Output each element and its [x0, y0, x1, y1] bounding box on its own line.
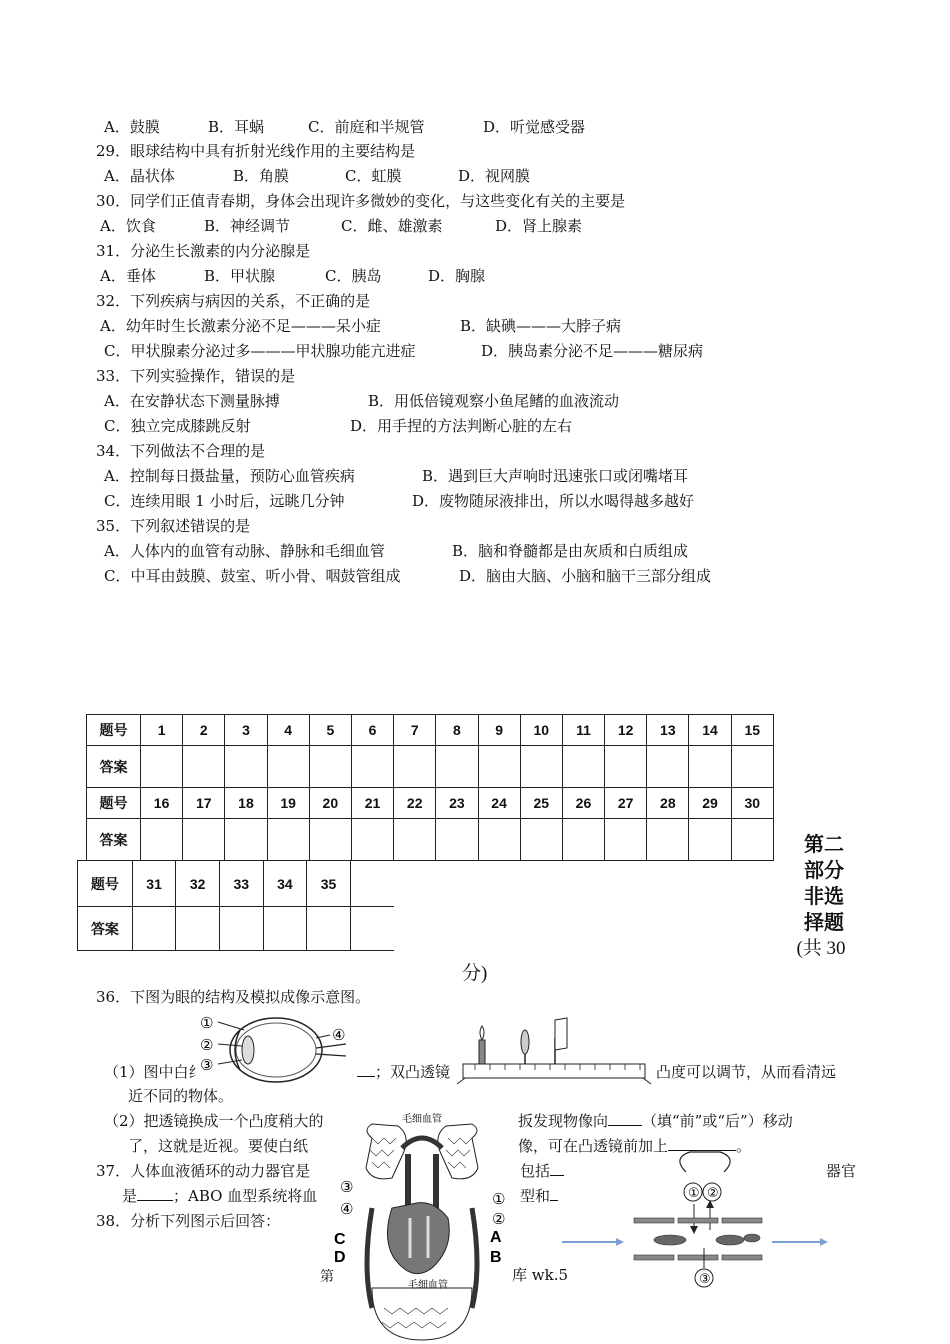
tissue-label-2: ②: [707, 1185, 719, 1200]
q28-option-d: D．听觉感受器: [483, 118, 586, 136]
answer-cell[interactable]: [309, 746, 351, 788]
q36-p1-d: 近不同的物体。: [128, 1087, 234, 1105]
question-number-cell: 2: [183, 715, 225, 746]
q35-option-b: B．脑和脊髓都是由灰质和白质组成: [452, 542, 689, 560]
part2-score-end: 分): [462, 963, 488, 984]
answer-table-row-answers-1: [87, 746, 774, 788]
q36-p1-c: 凸度可以调节，从而看清远: [656, 1063, 837, 1081]
answer-cell[interactable]: [647, 746, 689, 788]
q29-option-a: A．晶状体: [104, 167, 175, 185]
question-number-cell: 10: [520, 715, 562, 746]
white-screen: [555, 1018, 567, 1050]
blood-cells: [654, 1234, 760, 1245]
q35-option-c: C．中耳由鼓膜、鼓室、听小骨、咽鼓管组成: [104, 567, 401, 585]
question-number-cell: 7: [394, 715, 436, 746]
convex-lens: [521, 1030, 529, 1054]
q30-option-c: C．雌、雄激素: [341, 217, 443, 235]
answer-cell[interactable]: [267, 746, 309, 788]
capillary-wall-top: [634, 1218, 762, 1223]
answer-table-extra: [77, 860, 394, 951]
q28-option-a: A．鼓膜: [104, 118, 160, 136]
q28-option-c: C．前庭和半规管: [308, 118, 425, 136]
q36-p2-d: 了，这就是近视。要使白纸: [128, 1137, 309, 1155]
q36-blank-3[interactable]: [668, 1136, 736, 1151]
q32-stem: 32．下列疾病与病因的关系，不正确的是: [96, 292, 371, 310]
q37-line2: [122, 1185, 317, 1206]
question-number-cell: 24: [478, 788, 520, 819]
question-number-cell: 33: [219, 861, 263, 907]
q36-p2-c: （填“前”或“后”）移动: [642, 1112, 793, 1130]
q29-stem: 29．眼球结构中具有折射光线作用的主要结构是: [96, 142, 416, 160]
answer-cell[interactable]: [219, 907, 263, 951]
answer-cell[interactable]: [394, 746, 436, 788]
q36-p1-a: （1）图中白纟: [104, 1063, 204, 1081]
alveolus-sac: [680, 1152, 730, 1172]
q36-part1-mid: [357, 1061, 450, 1082]
candle: [479, 1040, 485, 1064]
question-number-cell: 14: [689, 715, 731, 746]
question-number-cell: 5: [309, 715, 351, 746]
answer-table-row-answers-2: [87, 819, 774, 861]
q31-option-b: B．甲状腺: [204, 267, 276, 285]
answer-cell[interactable]: [605, 819, 647, 861]
answer-cell[interactable]: [689, 746, 731, 788]
q37-line2-a: 是: [122, 1187, 138, 1205]
question-number-cell: 16: [141, 788, 183, 819]
question-number-cell: 9: [478, 715, 520, 746]
q36-p1-b: ；双凸透镜: [375, 1063, 451, 1081]
question-number-cell: 22: [394, 788, 436, 819]
answer-cell[interactable]: [183, 746, 225, 788]
circulation-diagram: [332, 1108, 512, 1344]
q30-stem: 30．同学们正值青春期，身体会出现许多微妙的变化，与这些变化有关的主要是: [96, 192, 626, 210]
question-number-cell: 8: [436, 715, 478, 746]
question-number-cell: 18: [225, 788, 267, 819]
q34-option-a: A．控制每日摄盐量，预防心血管疾病: [104, 467, 355, 485]
empty-cell: [350, 907, 394, 951]
q31-option-c: C．胰岛: [325, 267, 382, 285]
q37-stem-mid: [520, 1160, 564, 1181]
row-label-number: 题号: [87, 715, 141, 746]
optic-nerve: [316, 1044, 346, 1056]
question-number-cell: 26: [562, 788, 604, 819]
question-number-cell: 30: [731, 788, 773, 819]
question-number-cell: 28: [647, 788, 689, 819]
q37-line2-end: [520, 1185, 558, 1206]
cornea-shape: [235, 1030, 240, 1070]
label-line-1: [218, 1022, 244, 1030]
circulation-label-top: 毛细血管: [402, 1114, 442, 1125]
part2-heading-text: 第二部分非选择题: [804, 834, 844, 934]
q37-stem-c: 器官: [826, 1162, 857, 1180]
q29-option-d: D．视网膜: [458, 167, 531, 185]
tissue-label-3: ③: [699, 1271, 711, 1286]
q33-option-a: A．在安静状态下测量脉搏: [104, 392, 280, 410]
question-number-cell: 27: [605, 788, 647, 819]
answer-cell[interactable]: [141, 746, 183, 788]
q28-option-b: B．耳蜗: [208, 118, 265, 136]
q33-option-b: B．用低倍镜观察小鱼尾鳍的血液流动: [368, 392, 620, 410]
circulation-label-4: ④: [340, 1201, 354, 1218]
q36-blank-2[interactable]: [608, 1111, 642, 1126]
footer-left: 第: [320, 1269, 334, 1285]
row-label-answer: 答案: [78, 907, 133, 951]
q31-stem: 31．分泌生长激素的内分泌腺是: [96, 242, 311, 260]
q36-blank-1[interactable]: [357, 1062, 375, 1077]
eye-diagram: [196, 1010, 356, 1090]
eye-label-1: ①: [200, 1015, 214, 1032]
tissue-label-1: ①: [688, 1185, 700, 1200]
answer-cell[interactable]: [436, 819, 478, 861]
answer-cell[interactable]: [478, 819, 520, 861]
q37-line2-b: ；ABO 血型系统将血: [173, 1187, 318, 1205]
q35-option-a: A．人体内的血管有动脉、静脉和毛细血管: [104, 542, 385, 560]
question-number-cell: 29: [689, 788, 731, 819]
q35-stem: 35．下列叙述错误的是: [96, 517, 251, 535]
q36-p2-f: 。: [736, 1137, 752, 1155]
flame-icon: [480, 1026, 484, 1040]
q32-option-d: D．胰岛素分泌不足———糖尿病: [481, 342, 704, 360]
q32-option-b: B．缺碘———大脖子病: [460, 317, 622, 335]
lens-shape: [242, 1036, 254, 1064]
question-number-cell: 32: [176, 861, 220, 907]
q36-part1-line: [104, 1061, 204, 1082]
q32-option-c: C．甲状腺素分泌过多———甲状腺功能亢进症: [104, 342, 416, 360]
answer-cell[interactable]: [263, 907, 307, 951]
eye-label-4: ④: [332, 1027, 346, 1044]
optical-bench-diagram: [455, 1018, 655, 1088]
answer-cell[interactable]: [647, 819, 689, 861]
answer-cell[interactable]: [562, 746, 604, 788]
question-number-cell: 4: [267, 715, 309, 746]
question-number-cell: 19: [267, 788, 309, 819]
question-number-cell: 11: [562, 715, 604, 746]
q30-option-a: A．饮食: [100, 217, 156, 235]
q30-option-d: D．肾上腺素: [495, 217, 583, 235]
answer-cell[interactable]: [394, 819, 436, 861]
footer-right: 库 wk.5: [512, 1266, 569, 1284]
q34-option-c: C．连续用眼 1 小时后，远眺几分钟: [104, 492, 345, 510]
answer-table-row-numbers-1: [87, 715, 774, 746]
capillary-wall-bottom: [634, 1255, 762, 1260]
answer-cell[interactable]: [309, 819, 351, 861]
q36-p2-a: （2）把透镜换成一个凸度稍大的: [104, 1112, 324, 1130]
answer-cell[interactable]: [605, 746, 647, 788]
q29-option-c: C．虹膜: [345, 167, 402, 185]
circulation-label-2: ②: [492, 1211, 506, 1228]
question-number-cell: 1: [141, 715, 183, 746]
answer-cell[interactable]: [731, 819, 773, 861]
empty-cell: [350, 861, 394, 907]
answer-cell[interactable]: [520, 819, 562, 861]
answer-table-main: [86, 714, 774, 861]
answer-cell[interactable]: [351, 819, 393, 861]
label-line-3: [218, 1060, 242, 1064]
q33-option-c: C．独立完成膝跳反射: [104, 417, 251, 435]
answer-cell[interactable]: [351, 746, 393, 788]
circulation-label-A: A: [490, 1229, 502, 1246]
circulation-label-C: C: [334, 1231, 346, 1248]
question-number-cell: 3: [225, 715, 267, 746]
row-label-answer: 答案: [87, 746, 141, 788]
answer-cell[interactable]: [307, 907, 351, 951]
q33-stem: 33．下列实验操作，错误的是: [96, 367, 296, 385]
q31-option-d: D．胸腺: [428, 267, 486, 285]
q34-option-d: D．废物随尿液排出，所以水喝得越多越好: [412, 492, 695, 510]
answer-cell[interactable]: [520, 746, 562, 788]
question-number-cell: 35: [307, 861, 351, 907]
circulation-label-D: D: [334, 1249, 346, 1266]
tissue-exchange-diagram: [560, 1152, 830, 1288]
q36-p2-e: 像，可在凸透镜前加上: [518, 1137, 669, 1155]
q37-blank-2[interactable]: [137, 1186, 173, 1201]
question-number-cell: 17: [183, 788, 225, 819]
row-label-number: 题号: [78, 861, 133, 907]
answer-table-row-numbers-2: [87, 788, 774, 819]
answer-cell[interactable]: [225, 746, 267, 788]
question-number-cell: 23: [436, 788, 478, 819]
row-label-number: 题号: [87, 788, 141, 819]
q37-blank-3[interactable]: [550, 1186, 558, 1201]
circulation-label-1: ①: [492, 1191, 506, 1208]
answer-cell[interactable]: [436, 746, 478, 788]
question-number-cell: 12: [605, 715, 647, 746]
q31-option-a: A．垂体: [100, 267, 156, 285]
circulation-label-3: ③: [340, 1179, 354, 1196]
question-number-cell: 6: [351, 715, 393, 746]
q33-option-d: D．用手捏的方法判断心脏的左右: [350, 417, 573, 435]
question-number-cell: 13: [647, 715, 689, 746]
q32-option-a: A．幼年时生长激素分泌不足———呆小症: [100, 317, 381, 335]
q29-option-b: B．角膜: [233, 167, 290, 185]
q36-p2-b: 扳发现物像向: [518, 1112, 609, 1130]
row-label-answer: 答案: [87, 819, 141, 861]
question-number-cell: 34: [263, 861, 307, 907]
q34-option-b: B．遇到巨大声响时迅速张口或闭嘴堵耳: [422, 467, 689, 485]
answer-cell[interactable]: [478, 746, 520, 788]
answer-cell[interactable]: [183, 819, 225, 861]
q30-option-b: B．神经调节: [204, 217, 291, 235]
question-number-cell: 25: [520, 788, 562, 819]
q37-line2-c: 型和: [520, 1187, 551, 1205]
answer-cell[interactable]: [731, 746, 773, 788]
question-number-cell: 20: [309, 788, 351, 819]
question-number-cell: 21: [351, 788, 393, 819]
q38-stem: 38．分析下列图示后回答：: [96, 1212, 281, 1230]
part2-heading: [796, 832, 852, 962]
answer-cell[interactable]: [225, 819, 267, 861]
answer-cell[interactable]: [267, 819, 309, 861]
circulation-label-bottom: 毛细血管: [408, 1280, 448, 1291]
part2-score: (共 30: [796, 938, 846, 959]
q35-option-d: D．脑由大脑、小脑和脑干三部分组成: [459, 567, 712, 585]
answer-cell[interactable]: [562, 819, 604, 861]
answer-cell[interactable]: [141, 819, 183, 861]
q36-stem: 36．下图为眼的结构及模拟成像示意图。: [96, 988, 371, 1006]
question-number-cell: 31: [132, 861, 176, 907]
q34-stem: 34．下列做法不合理的是: [96, 442, 266, 460]
answer-cell[interactable]: [132, 907, 176, 951]
q37-stem-b: 包括: [520, 1162, 551, 1180]
eye-label-2: ②: [200, 1037, 214, 1054]
answer-cell[interactable]: [689, 819, 731, 861]
question-number-cell: 15: [731, 715, 773, 746]
eye-label-3: ③: [200, 1057, 214, 1074]
q36-part2-mid: [518, 1110, 793, 1131]
circulation-label-B: B: [490, 1249, 502, 1266]
q37-stem-a: 37．人体血液循环的动力器官是: [96, 1162, 311, 1180]
answer-cell[interactable]: [176, 907, 220, 951]
